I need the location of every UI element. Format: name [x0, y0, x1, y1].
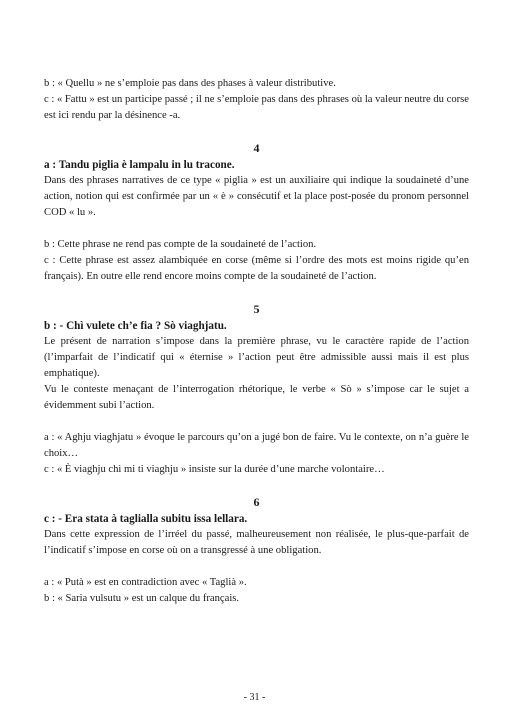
- page-number: - 31 -: [243, 692, 266, 703]
- option-c-note: c : « È viaghju chì mi ti viaghju » insiste sur la durée d’une marche volontaire…: [44, 464, 385, 475]
- option-c-note: c : Cette phrase est assez alambiquée en corse (même si l’ordre des mots est moins rigide qu’en français). En outre elle rend encore moins compte de la soudaineté de l’action.: [44, 255, 469, 282]
- option-c-note: c : « Fattu » est un participe passé ; il ne s’emploie pas dans des phrases où la valeur neutre du corse est ici rendu par la désinence -a.: [44, 94, 469, 121]
- section-6: [44, 494, 469, 607]
- answer-explanation: Vu le conteste menaçant de l’interrogation rhétorique, le verbe « Sò » s’impose car le sujet a évidemment subi l’action.: [44, 384, 469, 411]
- option-a-note: a : « Putà » est en contradiction avec « Taglià ».: [44, 577, 247, 588]
- answer-explanation: Le présent de narration s’impose dans la première phrase, vu le caractère rapide de l’action (l’imparfait de l’indicatif qui « éternise » l’action peut être admissible aussi mais il est plus emphatique).: [44, 336, 469, 379]
- answer-explanation: Dans des phrases narratives de ce type « piglia » est un auxiliaire qui indique la soudaineté d’une action, notion qui est confirmée par un « è » consécutif et la place post-posée du pronom personnel COD « lu ».: [44, 175, 469, 218]
- section-number: 6: [253, 495, 260, 509]
- option-a-note: a : « Aghju viaghjatu » évoque le parcours qu’on a jugé bon de faire. Vu le contexte, on n’a guère le choix…: [44, 432, 469, 459]
- answer-explanation: Dans cette expression de l’irréel du passé, malheureusement non réalisée, le plus-que-parfait de l’indicatif s’impose en corse où on a transgressé à une obligation.: [44, 529, 469, 556]
- option-b-note: b : « Saria vulsutu » est un calque du français.: [44, 593, 240, 604]
- section-number: 5: [253, 302, 260, 316]
- section-3-remainder: [44, 76, 469, 124]
- section-4: [44, 140, 469, 285]
- section-5: [44, 301, 469, 478]
- correct-answer: a : Tandu piglia è lampalu in lu tracone.: [44, 159, 235, 171]
- page-body: [44, 76, 469, 607]
- section-number: 4: [253, 141, 260, 155]
- correct-answer: b : - Chì vulete ch’e fia ? Sò viaghjatu.: [44, 320, 227, 332]
- option-b-note: b : « Quellu » ne s’emploie pas dans des phases à valeur distributive.: [44, 78, 336, 89]
- correct-answer: c : - Era stata à taglialla subitu issa lellara.: [44, 513, 248, 525]
- option-b-note: b : Cette phrase ne rend pas compte de la soudaineté de l’action.: [44, 239, 317, 250]
